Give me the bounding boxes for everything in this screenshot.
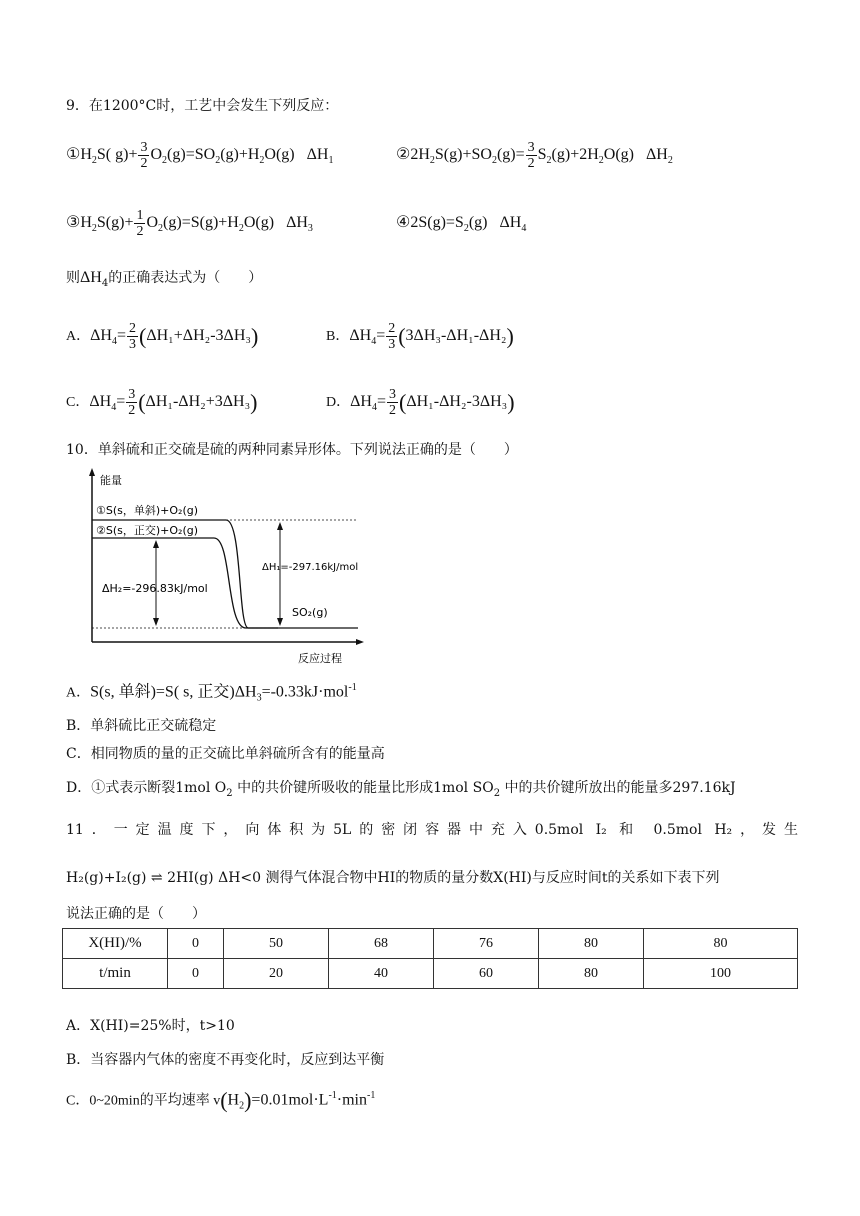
product-label: SO₂(g) [292,606,328,619]
q9-question: 则$\Delta H_4$的正确表达式为（ ） [66,269,263,289]
fraction: $\frac{3}{2}$ [140,139,148,171]
q9-stem: 9．在1200°C时，工艺中会发生下列反应： [66,98,339,114]
table-cell: 60 [434,959,539,989]
energy-diagram [86,466,376,666]
q11-line-3: 说法正确的是（ ） [66,906,206,922]
q9-option-d[interactable]: D．$\Delta H_4=$ $\frac{3}{2}$ (ΔH₁-ΔH₂-3ΔH₃) [326,386,515,418]
q11-line-2: H₂(g)+I₂(g) ⇌ 2HI(g) ΔH<0 测得气体混合物中HI的物质的量分数X(HI)与反应时间t的关系如下表下列 [66,870,720,886]
table-cell: 68 [329,929,434,959]
table-cell: 50 [224,929,329,959]
q10-stem: 10．单斜硫和正交硫是硫的两种同素异形体。下列说法正确的是（ ） [66,442,518,458]
y-axis-label: 能量 [100,474,122,487]
dh1-label: ΔH₁=-297.16kJ/mol [262,562,359,573]
table-cell: 80 [539,929,644,959]
q9-reaction-2: $②2H_2S(g)+SO_2(g)=$ $\frac{3}{2}$ $S_2(g)+2H_2O(g)$ $\Delta H_2$ [396,139,673,171]
data-table [62,928,798,989]
level-1-label: ①S(s，单斜)+O₂(g) [96,504,199,517]
table-cell: 0 [168,929,224,959]
table-cell: 100 [644,959,798,989]
table-cell: 0 [168,959,224,989]
table-row [63,929,798,959]
table-cell: 20 [224,959,329,989]
y-axis-arrow [89,468,95,476]
q10-option-d[interactable]: D．①式表示断裂1mol $O_2$ 中的共价键所吸收的能量比形成1mol $SO_2$ 中的共价键所放出的能量多297.16kJ [66,780,736,799]
table-cell: 80 [539,959,644,989]
q9-option-b[interactable]: B．$\Delta H_4=$ $\frac{2}{3}$ (3ΔH₃-ΔH₁-ΔH₂) [326,320,514,352]
table-header: t/min [63,959,168,989]
q11-option-a[interactable]: A．X(HI)=25%时，t>10 [66,1018,235,1034]
q10-option-a[interactable]: A．S(s, 单斜)=S( s, 正交)$\Delta H_3=-0.33kJ\cdot mol^{-1}$ [66,682,357,704]
dh2-label: ΔH₂=-296.83kJ/mol [102,582,208,595]
table-row [63,959,798,989]
q9-option-a[interactable]: A．$\Delta H_4=$ $\frac{2}{3}$ (ΔH₁+ΔH₂-3ΔH₃) [66,320,259,352]
table-cell: 80 [644,929,798,959]
q10-option-b[interactable]: B．单斜硫比正交硫稳定 [66,718,217,734]
q11-option-c[interactable]: C．0~20min的平均速率 $v(H_2)=0.01mol\cdot L^{-1}\cdot\min^{-1}$ [66,1087,376,1113]
fraction: $\frac{3}{2}$ [527,139,535,171]
q11-line-1: 11．一定温度下，向体积为5L的密闭容器中充入0.5mol I₂ 和 0.5mol H₂，发生 [66,822,798,838]
fraction: $\frac{1}{2}$ [136,207,144,239]
q9-reaction-3: $③H_2S(g)+$ $\frac{1}{2}$ $O_2(g)=S(g)+H_2O(g)$ $\Delta H_3$ [66,207,313,239]
table-cell: 76 [434,929,539,959]
q10-option-c[interactable]: C．相同物质的量的正交硫比单斜硫所含有的能量高 [66,746,385,762]
q11-option-b[interactable]: B．当容器内气体的密度不再变化时，反应到达平衡 [66,1052,385,1068]
x-axis-label: 反应过程 [298,652,342,665]
level-2-label: ②S(s，正交)+O₂(g) [96,524,199,537]
table-header: X(HI)/% [63,929,168,959]
q9-option-c[interactable]: C．$\Delta H_4=$ $\frac{3}{2}$ (ΔH₁-ΔH₂+3ΔH₃) [66,386,258,418]
q9-reaction-4: $④2S(g)=S_2(g)$ $\Delta H_4$ [396,214,527,235]
table-cell: 40 [329,959,434,989]
x-axis-arrow [356,639,364,645]
q9-reaction-1: $①H_2S$( g)+ $\frac{3}{2}$ $O_2(g)=SO_2(g)+H_2O(g)$ $\Delta H_1$ [66,139,334,171]
